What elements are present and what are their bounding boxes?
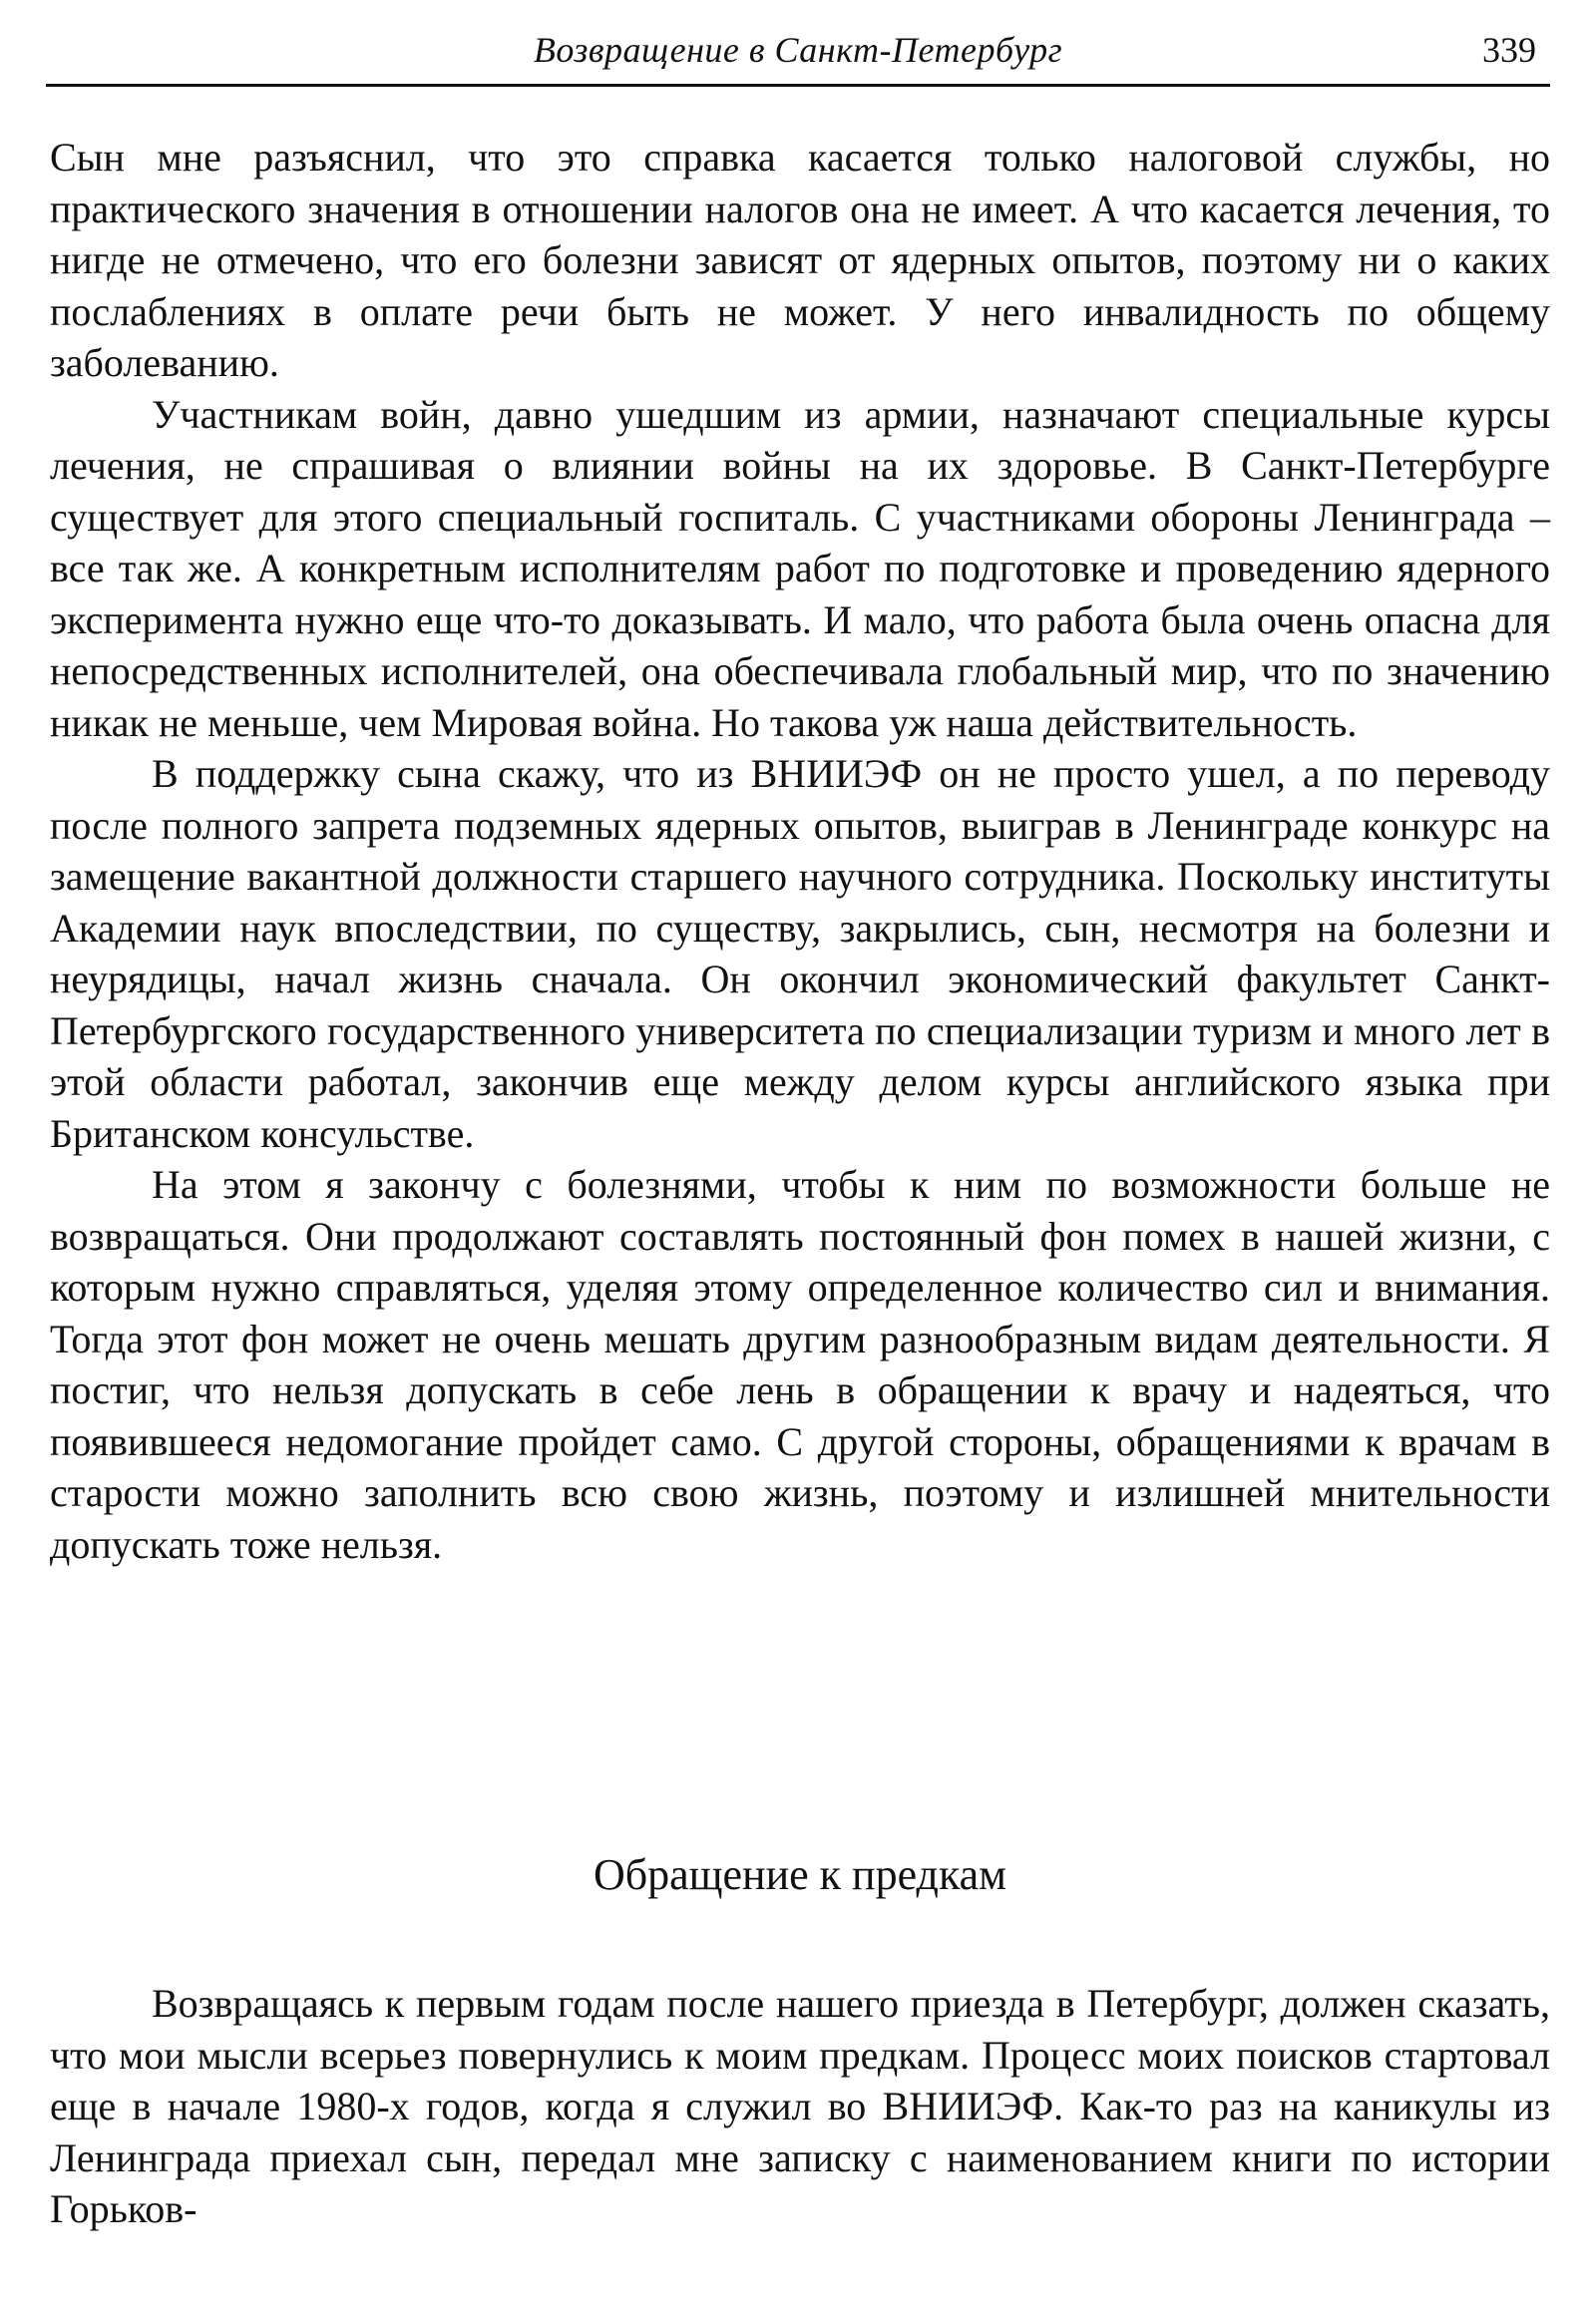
running-header	[46, 18, 1550, 87]
paragraph: Сын мне разъяснил, что это справка касается только налоговой службы, но практического значения в отношении налогов она не имеет. А что касается лечения, то нигде не отмечено, что его болезни зависят от ядерных опытов, поэтому ни о каких послаблениях в оплате речи быть не может. У него инвалидность по общему заболеванию.	[50, 135, 1550, 385]
section-text	[50, 1978, 1550, 2235]
page-number: 339	[1482, 30, 1536, 70]
paragraph: На этом я закончу с болезнями, чтобы к ним по возможности больше не возвращаться. Они продолжают составлять постоянный фон помех в нашей жизни, с которым нужно справляться, уделяя этому определенное количество сил и внимания. Тогда этот фон может не очень мешать другим разнообразным видам деятельности. Я постиг, что нельзя допускать в себе лень в обращении к врачу и надеяться, что появившееся недомогание пройдет само. С другой стороны, обращениями к врачам в старости можно заполнить всю свою жизнь, поэтому и излишней мнительности допускать тоже нельзя.	[50, 1162, 1550, 1567]
paragraph: Возвращаясь к первым годам после нашего приезда в Петербург, должен сказать, что мои мысли всерьез повернулись к моим предкам. Процесс моих поисков стартовал еще в начале 1980-х годов, когда я служил во ВНИИЭФ. Как-то раз на каникулы из Ленинграда приехал сын, передал мне записку с наименованием книги по истории Горьков-	[50, 1981, 1550, 2231]
section-heading: Обращение к предкам	[593, 1850, 1007, 1899]
paragraph: Участникам войн, давно ушедшим из армии, назначают специальные курсы лечения, не спрашивая о влиянии войны на их здоровье. В Санкт-Петербурге существует для этого специальный госпиталь. С участниками обороны Ленинграда – все так же. А конкретным исполнителям работ по подготовке и проведению ядерного эксперимента нужно еще что-то доказывать. И мало, что работа была очень опасна для непосредственных исполнителей, она обеспечивала глобальный мир, что по значению никак не меньше, чем Мировая война. Но такова уж наша действительность.	[50, 391, 1550, 745]
body-text	[50, 132, 1550, 1570]
paragraph: В поддержку сына скажу, что из ВНИИЭФ он не просто ушел, а по переводу после полного запрета подземных ядерных опытов, выиграв в Ленинграде конкурс на замещение вакантной должности старшего научного сотрудника. Поскольку институты Академии наук впоследствии, по существу, закрылись, сын, несмотря на болезни и неурядицы, начал жизнь сначала. Он окончил экономический факультет Санкт-Петербургского государственного университета по специализации туризм и много лет в этой области работал, закончив еще между делом курсы английского языка при Британском консульстве.	[50, 751, 1550, 1156]
running-title: Возвращение в Санкт-Петербург	[533, 30, 1063, 70]
